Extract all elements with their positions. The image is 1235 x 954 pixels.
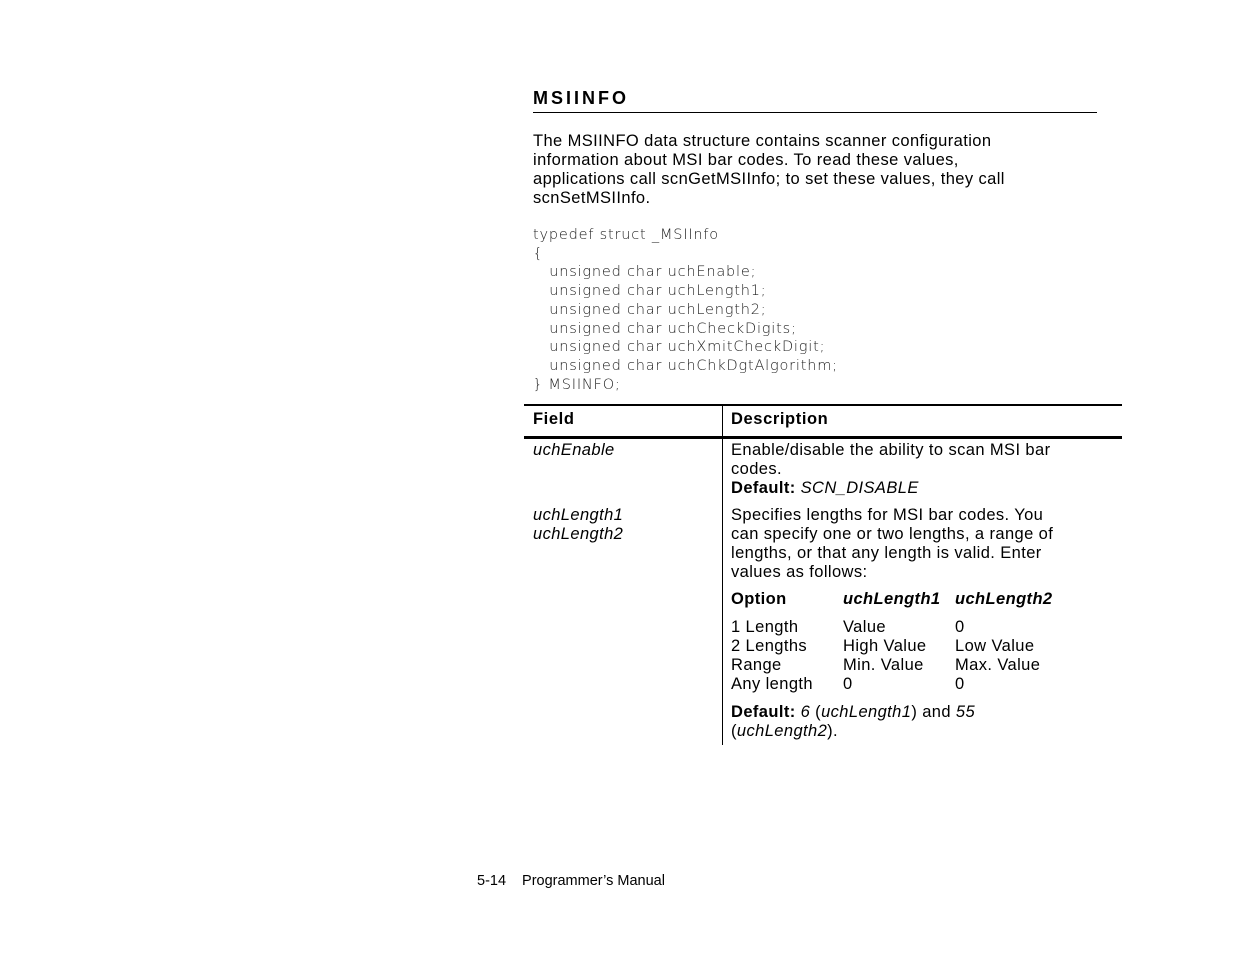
field-description (731, 441, 1050, 498)
default-line (731, 703, 975, 722)
option-length2: 0 (955, 618, 965, 636)
option-length1: 0 (843, 675, 853, 693)
field-description (731, 506, 1053, 582)
description-line: values as follows: (731, 563, 868, 581)
code-line: unsigned char uchEnable; (533, 264, 757, 281)
code-line: unsigned char uchChkDgtAlgorithm; (533, 357, 838, 374)
option-length1: Value (843, 618, 886, 636)
field-name: uchLength2 (533, 525, 624, 543)
options-header-option: Option (731, 590, 787, 608)
manual-title: Programmer’s Manual (522, 873, 665, 889)
table-top-rule (524, 404, 1122, 406)
default-line (731, 479, 1050, 498)
intro-line: scnSetMSIInfo. (533, 189, 651, 207)
option-length1: Min. Value (843, 656, 924, 674)
intro-line: The MSIINFO data structure contains scanner configuration (533, 132, 992, 150)
option-length2: 0 (955, 675, 965, 693)
options-header-length2: uchLength2 (955, 590, 1053, 608)
description-line: Specifies lengths for MSI bar codes. You (731, 506, 1044, 524)
description-line: codes. (731, 460, 783, 478)
option-length2: Max. Value (955, 656, 1041, 674)
page-footer (477, 873, 681, 889)
struct-definition-code (533, 226, 838, 394)
code-line: { (533, 245, 544, 262)
default-label: Default: (731, 479, 796, 497)
option-name: Range (731, 656, 782, 674)
intro-paragraph (533, 132, 1113, 208)
option-name: Any length (731, 675, 813, 693)
column-header-description: Description (731, 410, 829, 428)
page-number: 5-14 (477, 873, 507, 889)
default-text: ) and (911, 703, 951, 721)
option-length2: Low Value (955, 637, 1035, 655)
option-name: 1 Length (731, 618, 799, 636)
code-line: unsigned char uchCheckDigits; (533, 320, 797, 337)
option-name: 2 Lengths (731, 637, 808, 655)
code-line: typedef struct _MSIInfo (533, 227, 719, 243)
column-header-field: Field (533, 410, 575, 428)
description-line: Enable/disable the ability to scan MSI bar (731, 441, 1051, 459)
field-description-table (524, 404, 1122, 745)
default-note (731, 703, 975, 741)
option-length1: High Value (843, 637, 927, 655)
default-field: uchLength2 (736, 722, 828, 740)
field-names (533, 506, 623, 544)
default-value: 55 (955, 703, 976, 721)
default-value: SCN_DISABLE (800, 479, 919, 497)
field-name: uchLength1 (533, 506, 624, 524)
default-line (731, 722, 975, 741)
options-header-length1: uchLength1 (843, 590, 941, 608)
field-name: uchEnable (533, 441, 615, 459)
default-label: Default: (731, 703, 796, 721)
table-header-rule (524, 436, 1122, 439)
default-value: 6 (800, 703, 811, 721)
code-line: unsigned char uchXmitCheckDigit; (533, 339, 826, 356)
default-field: uchLength1 (821, 703, 912, 721)
default-text: ( (731, 722, 737, 740)
default-text: ( (815, 703, 822, 721)
code-line: unsigned char uchLength2; (533, 301, 767, 318)
description-line: can specify one or two lengths, a range of (731, 525, 1054, 543)
table-column-divider (722, 404, 723, 745)
code-line: unsigned char uchLength1; (533, 283, 767, 300)
intro-line: information about MSI bar codes. To read these values, (533, 151, 959, 169)
description-line: lengths, or that any length is valid. Enter (731, 544, 1042, 562)
section-heading: MSIINFO (533, 86, 1097, 113)
default-text: ). (827, 722, 839, 740)
intro-line: applications call scnGetMSIInfo; to set these values, they call (533, 170, 1005, 188)
code-line: } MSIINFO; (533, 376, 621, 393)
